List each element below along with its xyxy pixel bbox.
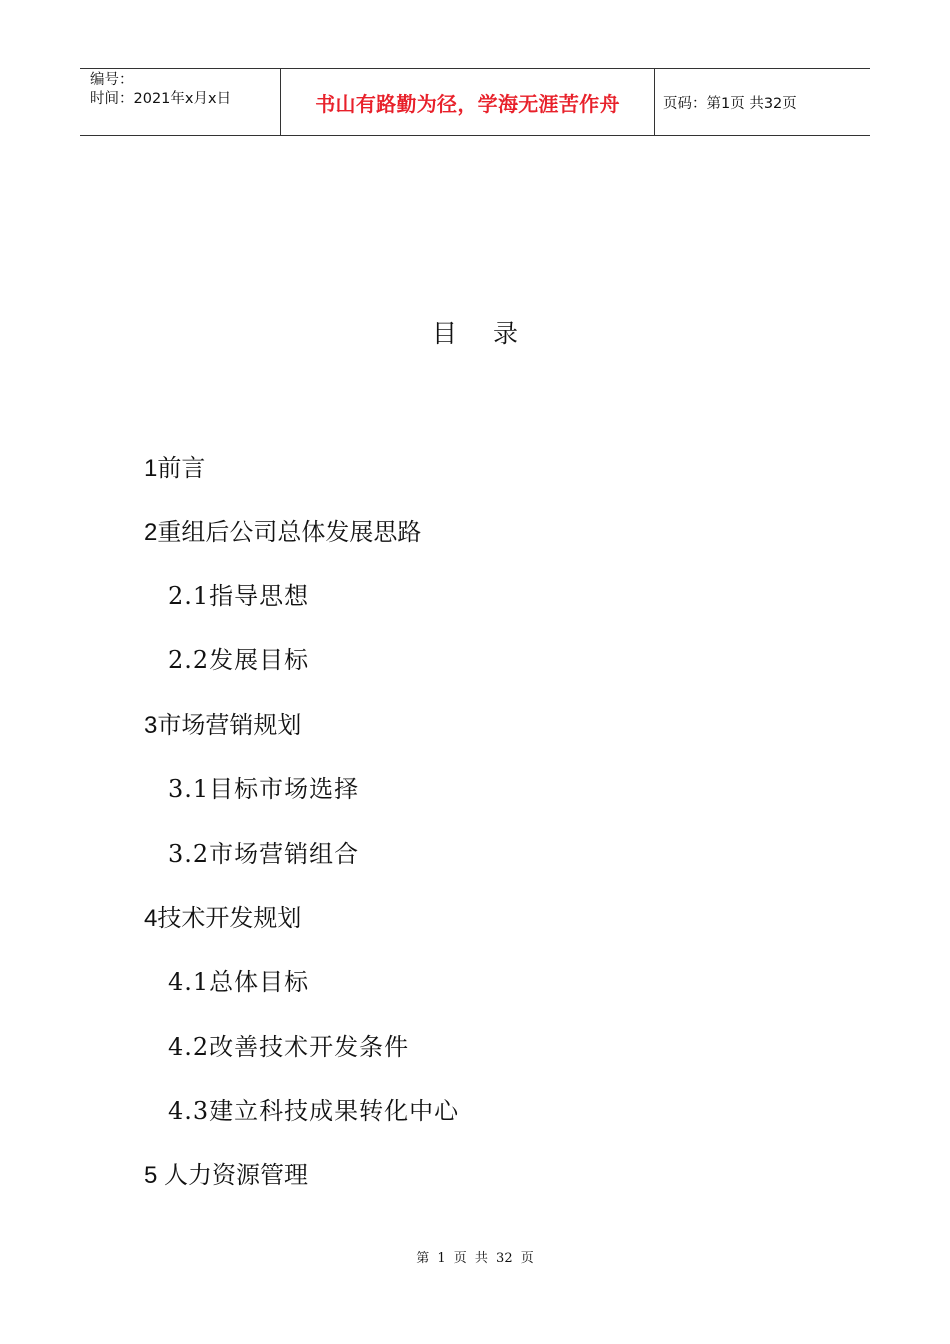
toc-item: 2.2发展目标 (168, 646, 310, 674)
toc-title: 目录 (431, 319, 554, 348)
toc-item: 4.1总体目标 (168, 968, 310, 996)
toc-item: 2.1指导思想 (168, 582, 310, 610)
toc-item: 3.2市场营销组合 (168, 840, 360, 868)
toc-item: 4.3建立科技成果转化中心 (168, 1097, 460, 1125)
page-header (80, 68, 870, 136)
header-motto: 书山有路勤为径，学海无涯苦作舟 (281, 69, 655, 135)
toc-item: 5 人力资源管理 (144, 1162, 309, 1189)
toc-item: 3.1目标市场选择 (168, 775, 360, 803)
header-number-label: 编号： (90, 72, 134, 88)
page-footer: 第 1 页 共 32 页 (416, 1251, 534, 1266)
header-page-info: 页码：第1页 共32页 (663, 95, 797, 112)
toc-item: 2重组后公司总体发展思路 (144, 519, 422, 546)
toc-item: 3市场营销规划 (144, 712, 302, 739)
toc-item: 4技术开发规划 (144, 905, 302, 932)
toc-item: 1前言 (144, 455, 206, 482)
header-time-label: 时间：2021年x月x日 (90, 91, 232, 107)
toc-item: 4.2改善技术开发条件 (168, 1033, 410, 1061)
header-meta (80, 69, 281, 135)
